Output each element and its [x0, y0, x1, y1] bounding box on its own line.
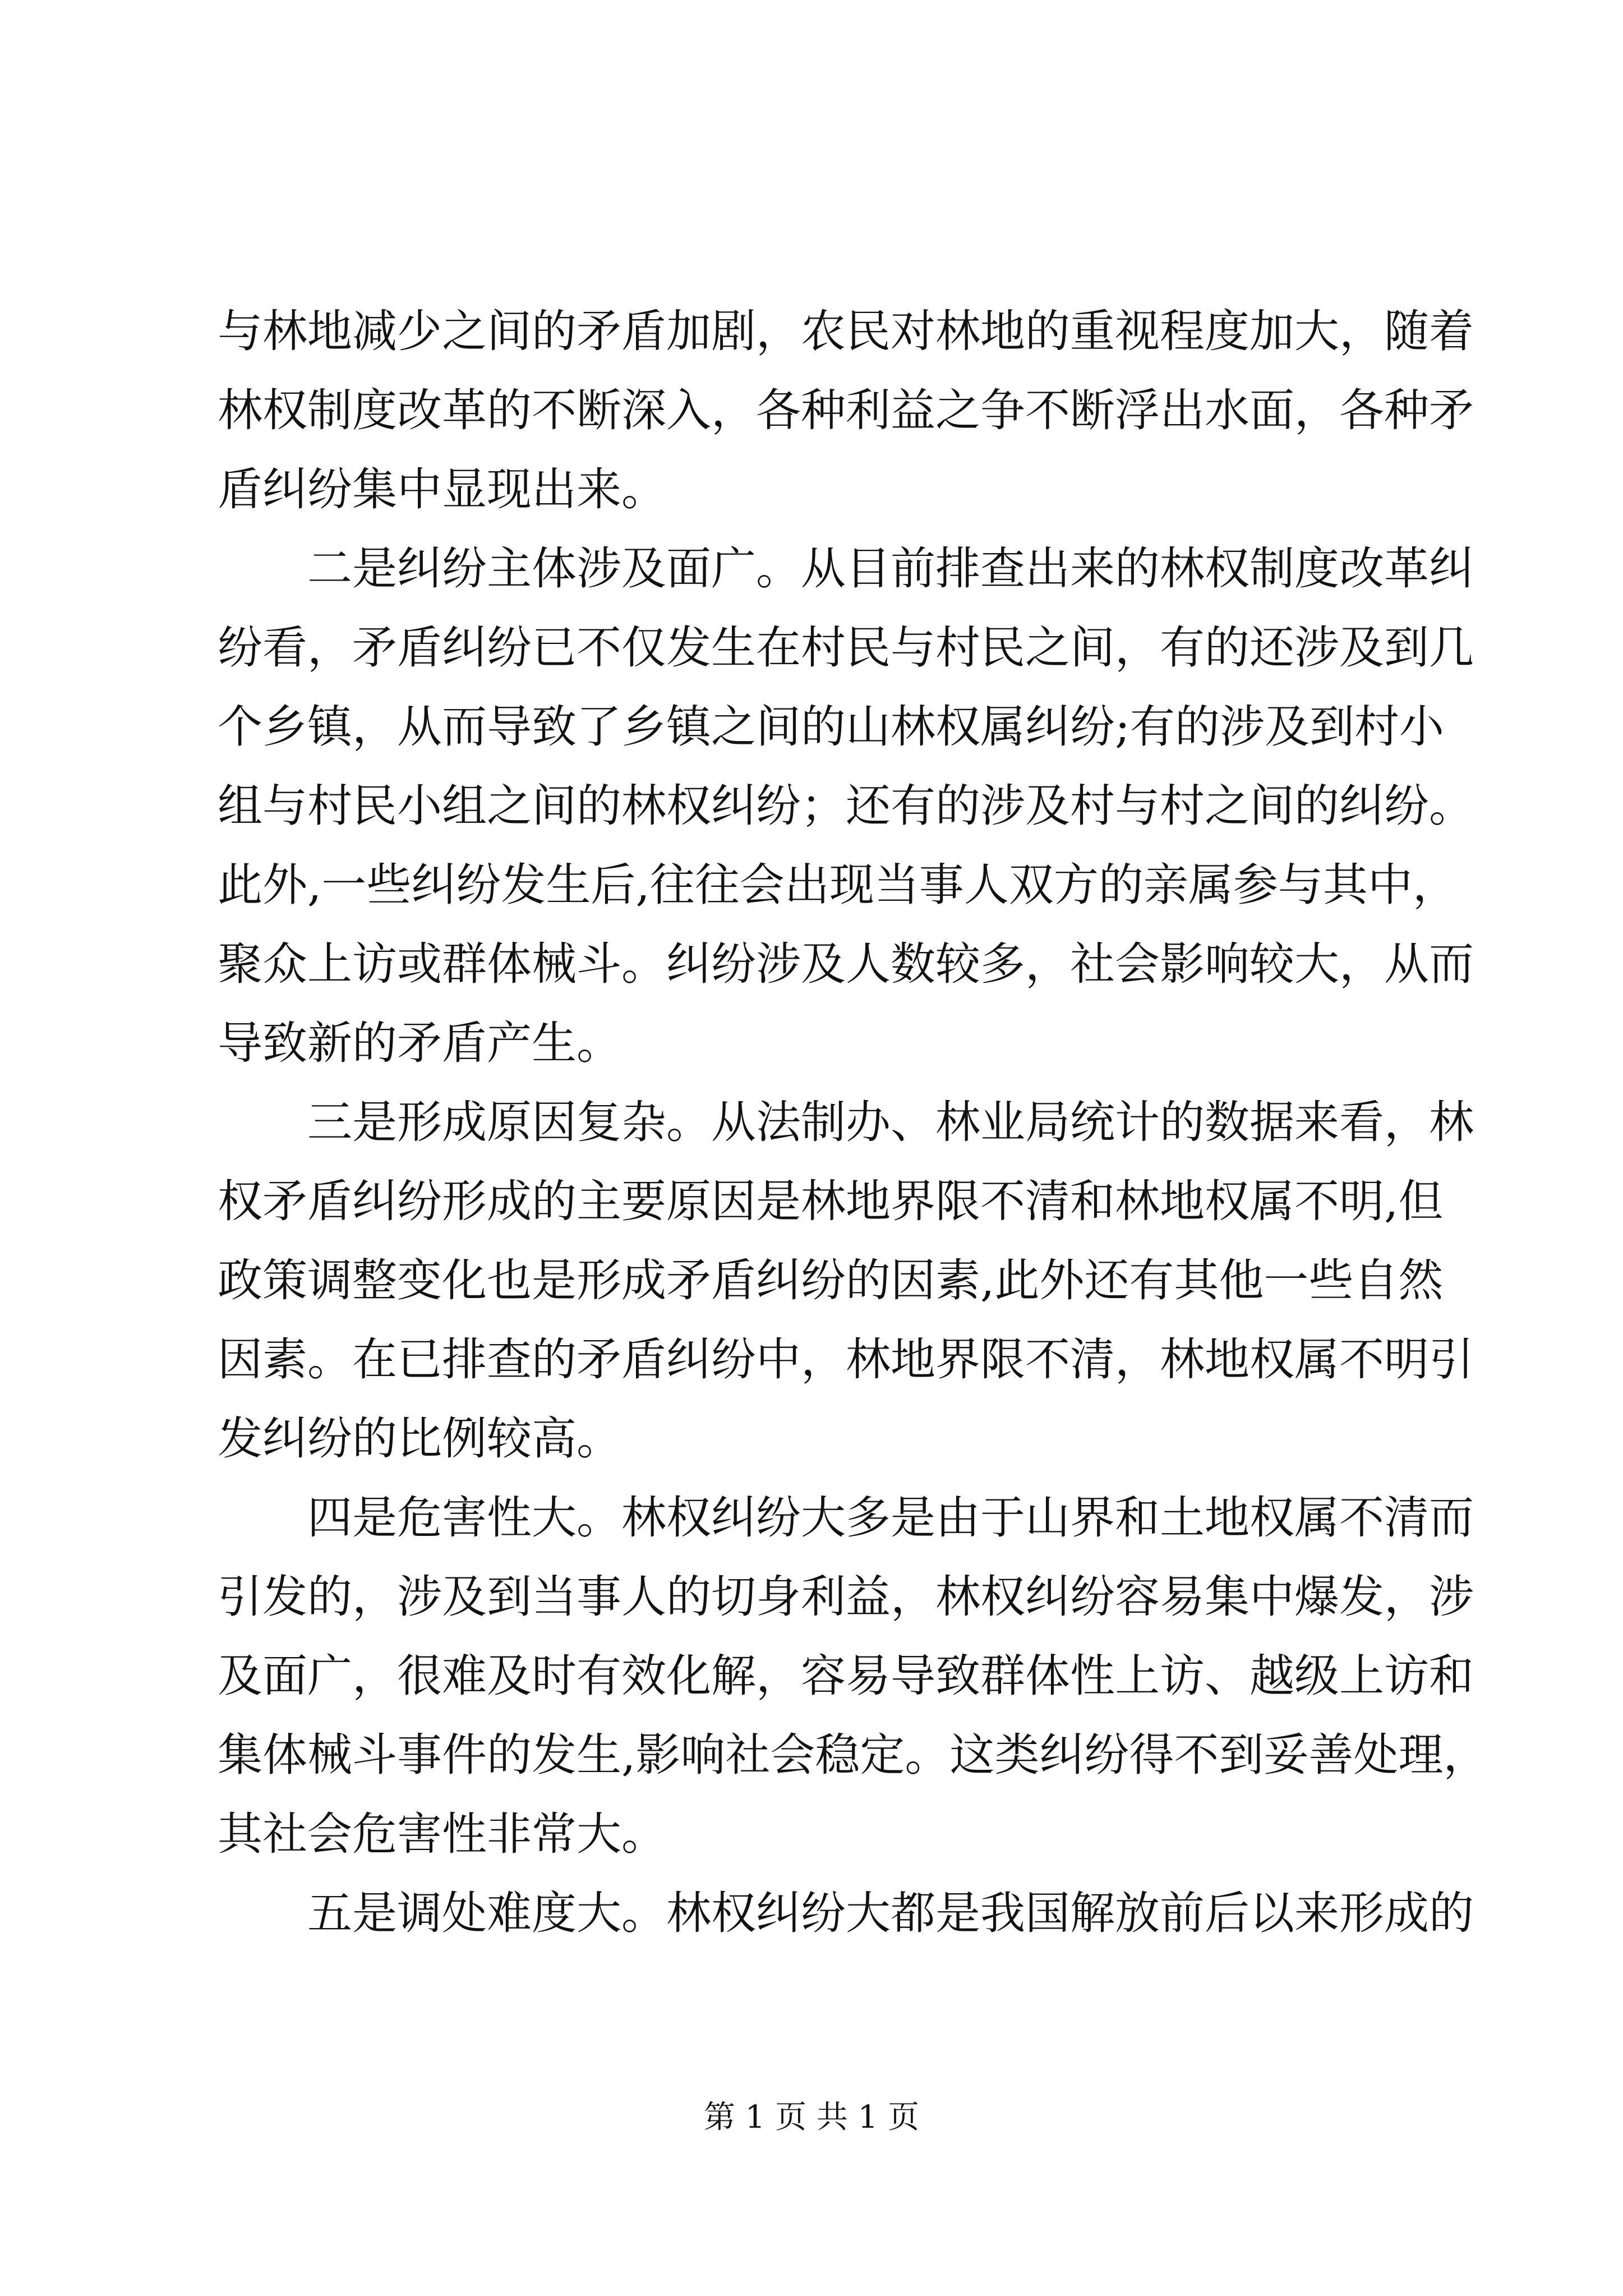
text-line: 因素。在已排查的矛盾纠纷中，林地界限不清，林地权属不明引: [218, 1333, 1474, 1386]
page-number-label: 第 1 页 共 1 页: [703, 2099, 920, 2136]
paragraph-1: [218, 292, 1474, 529]
text-line: 集体械斗事件的发生,影响社会稳定。这类纠纷得不到妥善处理，: [218, 1729, 1488, 1781]
text-line: 盾纠纷集中显现出来。: [218, 463, 666, 516]
paragraph-4: [218, 1478, 1488, 1874]
text-line: 此外,一些纠纷发生后,往往会出现当事人双方的亲属参与其中，: [218, 859, 1458, 911]
text-line: 引发的，涉及到当事人的切身利益，林权纠纷容易集中爆发，涉: [218, 1571, 1474, 1623]
text-line: 组与村民小组之间的林权纠纷；还有的涉及村与村之间的纠纷。: [218, 780, 1474, 832]
document-body: [218, 292, 1488, 1953]
page-footer: [0, 2098, 1623, 2137]
text-line: 权矛盾纠纷形成的主要原因是林地界限不清和林地权属不明,但: [218, 1175, 1444, 1227]
text-line: 聚众上访或群体械斗。纠纷涉及人数较多，社会影响较大，从而: [218, 938, 1474, 990]
text-line: 导致新的矛盾产生。: [218, 1017, 621, 1069]
text-line: 四是危害性大。林权纠纷大多是由于山界和土地权属不清而: [307, 1492, 1474, 1544]
text-line: 政策调整变化也是形成矛盾纠纷的因素,此外还有其他一些自然: [218, 1254, 1444, 1306]
paragraph-2: [218, 529, 1474, 1083]
text-line: 其社会危害性非常大。: [218, 1808, 666, 1860]
paragraph-3: [218, 1083, 1474, 1478]
text-line: 及面广，很难及时有效化解，容易导致群体性上访、越级上访和: [218, 1650, 1474, 1702]
text-line: 个乡镇，从而导致了乡镇之间的山林权属纠纷;有的涉及到村小: [218, 701, 1444, 753]
text-line: 与林地减少之间的矛盾加剧，农民对林地的重视程度加大，随着: [218, 305, 1474, 357]
text-line: 五是调处难度大。林权纠纷大都是我国解放前后以来形成的: [307, 1887, 1474, 1939]
text-line: 纷看，矛盾纠纷已不仅发生在村民与村民之间，有的还涉及到几: [218, 622, 1474, 674]
text-line: 二是纠纷主体涉及面广。从目前排查出来的林权制度改革纠: [307, 542, 1474, 595]
paragraph-5: [218, 1874, 1474, 1953]
text-line: 三是形成原因复杂。从法制办、林业局统计的数据来看，林: [307, 1096, 1474, 1148]
text-line: 林权制度改革的不断深入，各种利益之争不断浮出水面，各种矛: [218, 384, 1474, 436]
text-line: 发纠纷的比例较高。: [218, 1412, 621, 1465]
